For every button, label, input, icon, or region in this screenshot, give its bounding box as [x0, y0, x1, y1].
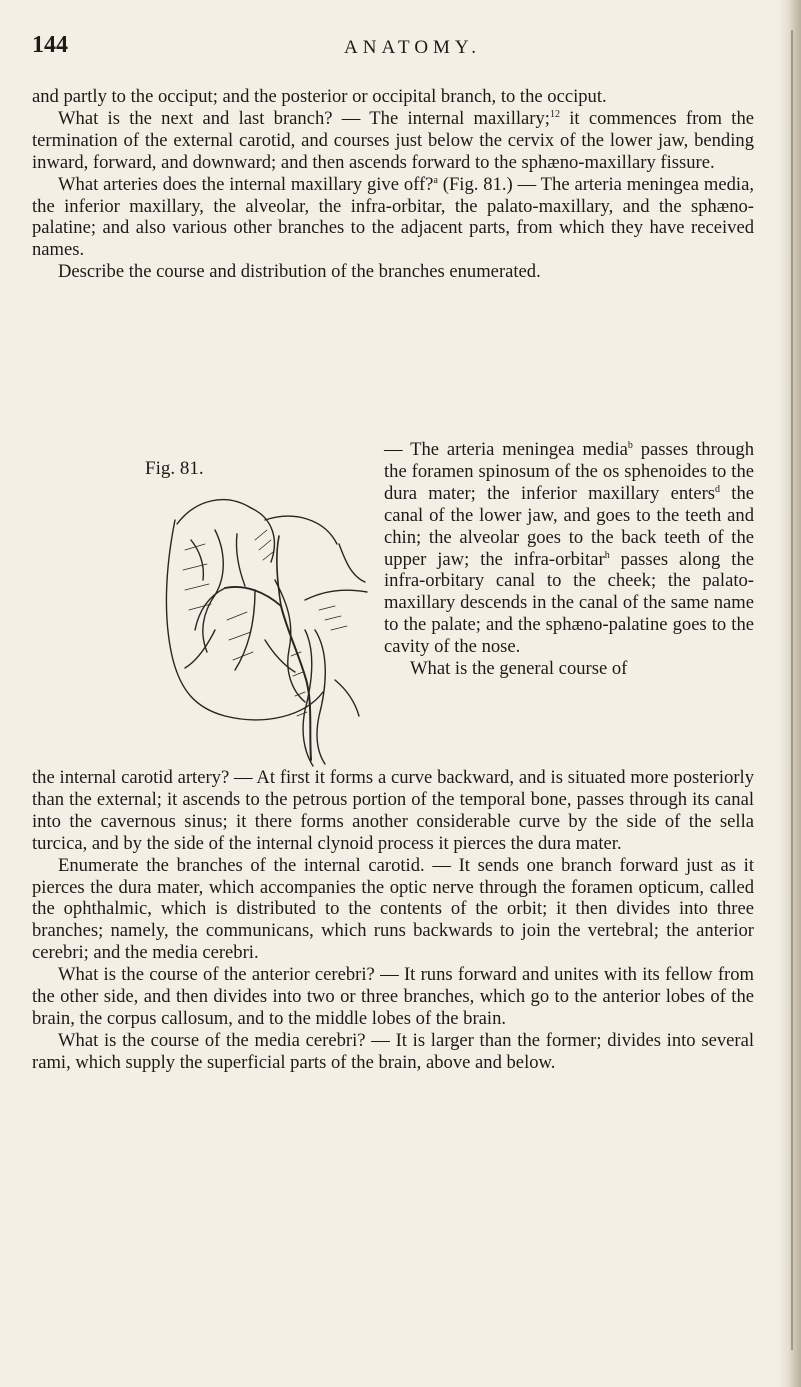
text-block-top	[32, 86, 754, 283]
artery-illustration	[155, 480, 375, 770]
paragraph: — The arteria meningea media$^b$ passes through the foramen spinosum of the os sphenoides to the dura mater; the inferior maxillary enters$^d$ the canal of the lower jaw, and goes to the teeth and chin; the alveolar goes to the back teeth of the upper jaw; the infra-orbitar$^h$ passes along the infra-orbitary canal to the cheek; the palato-maxillary descends in the canal of the same name to the palate; and the sphæno-palatine goes to the cavity of the nose.	[384, 439, 755, 658]
figure-illustration	[155, 480, 375, 770]
paragraph: Describe the course and distribution of the branches enumerated.	[58, 261, 541, 283]
paragraph: What is the next and last branch? — The internal maxillary;$^{12}$ it commences from the termination of the external carotid, and courses just below the cervix of the lower jaw, bending inward, forward, and downward; and then ascends forward to the sphæno-maxillary fissure.	[32, 107, 754, 173]
footnote-marker: b	[627, 440, 633, 451]
paragraph: What arteries does the internal maxillary give off?$^a$ (Fig. 81.) — The arteria meningea media, the inferior maxillary, the alveolar, the infra-orbitar, the palato-maxillary, and the sphæno-palatine; and also various other branches to the adjacent parts, from which they have received names.	[32, 173, 754, 261]
page-number: 144	[32, 32, 68, 58]
text-block-bottom	[32, 767, 754, 1074]
figure-label: Fig. 81.	[145, 458, 204, 479]
paragraph: What is the course of the anterior cerebri? — It runs forward and unites with its fellow from the other side, and then divides into two or three branches, which go to the anterior lobes of the brain, the corpus callosum, and to the middle lobes of the brain.	[32, 964, 754, 1029]
paragraph: Enumerate the branches of the internal carotid. — It sends one branch forward just as it pierces the dura mater, which accompanies the optic nerve through the foramen opticum, called the ophthalmic, which is distributed to the contents of the orbit; it then divides into three branches; namely, the communicans, which runs backwards to join the vertebral; the anterior cerebri; and the media cerebri.	[32, 854, 754, 964]
page-header	[32, 30, 762, 70]
text-block-beside-figure	[384, 439, 754, 680]
paragraph: What is the course of the media cerebri? — It is larger than the former; divides into several rami, which supply the superficial parts of the brain, above and below.	[32, 1029, 754, 1073]
footnote-marker: d	[715, 483, 721, 495]
paragraph: the internal carotid artery? — At first it forms a curve backward, and is situated more posteriorly than the external; it ascends to the petrous portion of the temporal bone, passes through its canal into the cavernous sinus; it there forms another considerable curve by the side of the sella turcica, and by the side of the internal clynoid process it pierces the dura mater.	[32, 767, 754, 854]
paragraph: and partly to the occiput; and the posterior or occipital branch, to the occiput.	[32, 86, 607, 107]
running-title: ANATOMY.	[344, 37, 481, 58]
page-edge-shadow	[779, 0, 801, 1387]
footnote-marker: 12	[549, 108, 560, 120]
page-edge-line	[791, 30, 793, 1350]
paragraph: What is the general course of	[410, 658, 628, 680]
footnote-marker: a	[433, 174, 438, 186]
footnote-marker: h	[604, 549, 610, 561]
